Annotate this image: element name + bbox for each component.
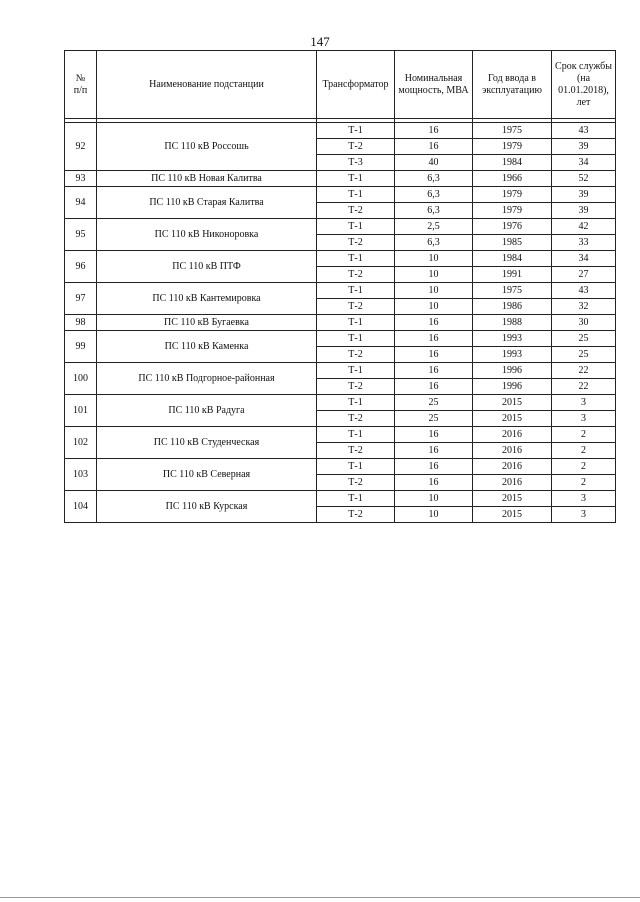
cell-power: 2,5	[395, 219, 473, 235]
cell-service: 39	[552, 203, 616, 219]
table-row	[65, 491, 616, 507]
cell-substation-name: ПС 110 кВ Курская	[97, 491, 317, 523]
cell-power: 10	[395, 507, 473, 523]
cell-num: 98	[65, 315, 97, 331]
cell-num: 102	[65, 427, 97, 459]
cell-service: 2	[552, 475, 616, 491]
cell-transformer: Т-2	[317, 267, 395, 283]
page-number: 147	[310, 34, 330, 49]
cell-transformer: Т-1	[317, 123, 395, 139]
cell-year: 2015	[473, 411, 552, 427]
cell-service: 25	[552, 331, 616, 347]
cell-service: 34	[552, 251, 616, 267]
cell-power: 6,3	[395, 171, 473, 187]
cell-service: 30	[552, 315, 616, 331]
table-row	[65, 251, 616, 267]
cell-year: 1979	[473, 203, 552, 219]
table-row	[65, 315, 616, 331]
cell-service: 22	[552, 363, 616, 379]
cell-power: 16	[395, 443, 473, 459]
cell-power: 16	[395, 315, 473, 331]
cell-num: 103	[65, 459, 97, 491]
cell-service: 39	[552, 139, 616, 155]
cell-service: 43	[552, 283, 616, 299]
header-service: Срок службы (на 01.01.2018), лет	[552, 51, 616, 119]
table-row	[65, 123, 616, 139]
cell-substation-name: ПС 110 кВ Каменка	[97, 331, 317, 363]
cell-power: 10	[395, 267, 473, 283]
cell-transformer: Т-1	[317, 331, 395, 347]
cell-num: 94	[65, 187, 97, 219]
cell-transformer: Т-2	[317, 379, 395, 395]
cell-transformer: Т-2	[317, 139, 395, 155]
cell-transformer: Т-1	[317, 491, 395, 507]
cell-power: 10	[395, 283, 473, 299]
cell-transformer: Т-2	[317, 411, 395, 427]
table-header-row	[65, 51, 616, 119]
cell-service: 32	[552, 299, 616, 315]
substations-table	[64, 50, 616, 523]
table-row	[65, 187, 616, 203]
cell-num: 93	[65, 171, 97, 187]
cell-year: 1975	[473, 283, 552, 299]
cell-transformer: Т-1	[317, 427, 395, 443]
table-row	[65, 427, 616, 443]
cell-power: 10	[395, 491, 473, 507]
cell-year: 1993	[473, 331, 552, 347]
cell-num: 96	[65, 251, 97, 283]
cell-power: 6,3	[395, 187, 473, 203]
cell-power: 25	[395, 411, 473, 427]
cell-year: 2015	[473, 395, 552, 411]
cell-transformer: Т-2	[317, 299, 395, 315]
scan-bottom-edge	[0, 897, 640, 898]
cell-transformer: Т-1	[317, 283, 395, 299]
cell-power: 16	[395, 139, 473, 155]
table-row	[65, 283, 616, 299]
cell-power: 25	[395, 395, 473, 411]
cell-power: 16	[395, 459, 473, 475]
cell-substation-name: ПС 110 кВ Россошь	[97, 123, 317, 171]
cell-transformer: Т-2	[317, 443, 395, 459]
table-row	[65, 459, 616, 475]
cell-num: 97	[65, 283, 97, 315]
cell-service: 33	[552, 235, 616, 251]
cell-num: 101	[65, 395, 97, 427]
cell-service: 3	[552, 411, 616, 427]
table-body	[65, 119, 616, 523]
cell-power: 16	[395, 347, 473, 363]
cell-power: 16	[395, 427, 473, 443]
cell-power: 16	[395, 331, 473, 347]
cell-substation-name: ПС 110 кВ Старая Калитва	[97, 187, 317, 219]
cell-year: 1966	[473, 171, 552, 187]
cell-power: 40	[395, 155, 473, 171]
cell-year: 1984	[473, 155, 552, 171]
cell-year: 2015	[473, 491, 552, 507]
cell-year: 1975	[473, 123, 552, 139]
cell-transformer: Т-1	[317, 315, 395, 331]
cell-num: 104	[65, 491, 97, 523]
cell-power: 16	[395, 123, 473, 139]
cell-year: 1991	[473, 267, 552, 283]
cell-year: 1993	[473, 347, 552, 363]
cell-year: 2015	[473, 507, 552, 523]
cell-num: 99	[65, 331, 97, 363]
cell-service: 52	[552, 171, 616, 187]
cell-service: 2	[552, 443, 616, 459]
cell-service: 25	[552, 347, 616, 363]
cell-year: 2016	[473, 427, 552, 443]
cell-transformer: Т-2	[317, 347, 395, 363]
cell-power: 16	[395, 363, 473, 379]
cell-year: 2016	[473, 443, 552, 459]
cell-year: 1988	[473, 315, 552, 331]
cell-service: 34	[552, 155, 616, 171]
cell-year: 1979	[473, 187, 552, 203]
header-power: Номинальная мощность, МВА	[395, 51, 473, 119]
cell-transformer: Т-1	[317, 363, 395, 379]
cell-year: 1996	[473, 363, 552, 379]
cell-substation-name: ПС 110 кВ Никоноровка	[97, 219, 317, 251]
cell-year: 1976	[473, 219, 552, 235]
cell-substation-name: ПС 110 кВ Северная	[97, 459, 317, 491]
cell-transformer: Т-2	[317, 507, 395, 523]
cell-substation-name: ПС 110 кВ Подгорное-районная	[97, 363, 317, 395]
table-row	[65, 363, 616, 379]
cell-service: 39	[552, 187, 616, 203]
header-name: Наименование подстанции	[97, 51, 317, 119]
cell-year: 1985	[473, 235, 552, 251]
cell-transformer: Т-1	[317, 187, 395, 203]
table-row	[65, 395, 616, 411]
cell-substation-name: ПС 110 кВ Студенческая	[97, 427, 317, 459]
header-num: № п/п	[65, 51, 97, 119]
cell-num: 92	[65, 123, 97, 171]
cell-transformer: Т-2	[317, 235, 395, 251]
cell-transformer: Т-1	[317, 219, 395, 235]
cell-service: 3	[552, 395, 616, 411]
cell-transformer: Т-1	[317, 459, 395, 475]
cell-power: 10	[395, 251, 473, 267]
cell-year: 2016	[473, 475, 552, 491]
cell-power: 6,3	[395, 235, 473, 251]
cell-power: 16	[395, 379, 473, 395]
cell-transformer: Т-2	[317, 203, 395, 219]
cell-service: 2	[552, 459, 616, 475]
header-transformer: Трансформатор	[317, 51, 395, 119]
cell-transformer: Т-3	[317, 155, 395, 171]
cell-service: 3	[552, 491, 616, 507]
cell-transformer: Т-1	[317, 251, 395, 267]
cell-transformer: Т-1	[317, 171, 395, 187]
cell-year: 2016	[473, 459, 552, 475]
table-row	[65, 331, 616, 347]
cell-service: 42	[552, 219, 616, 235]
cell-transformer: Т-2	[317, 475, 395, 491]
cell-substation-name: ПС 110 кВ Бугаевка	[97, 315, 317, 331]
cell-substation-name: ПС 110 кВ ПТФ	[97, 251, 317, 283]
cell-substation-name: ПС 110 кВ Новая Калитва	[97, 171, 317, 187]
cell-service: 27	[552, 267, 616, 283]
cell-num: 100	[65, 363, 97, 395]
cell-service: 43	[552, 123, 616, 139]
header-year: Год ввода в эксплуатацию	[473, 51, 552, 119]
table-row	[65, 171, 616, 187]
cell-year: 1979	[473, 139, 552, 155]
cell-power: 10	[395, 299, 473, 315]
cell-service: 3	[552, 507, 616, 523]
cell-transformer: Т-1	[317, 395, 395, 411]
cell-power: 16	[395, 475, 473, 491]
cell-substation-name: ПС 110 кВ Радуга	[97, 395, 317, 427]
cell-service: 22	[552, 379, 616, 395]
cell-year: 1986	[473, 299, 552, 315]
cell-substation-name: ПС 110 кВ Кантемировка	[97, 283, 317, 315]
cell-power: 6,3	[395, 203, 473, 219]
cell-num: 95	[65, 219, 97, 251]
cell-year: 1984	[473, 251, 552, 267]
cell-year: 1996	[473, 379, 552, 395]
cell-service: 2	[552, 427, 616, 443]
table-row	[65, 219, 616, 235]
